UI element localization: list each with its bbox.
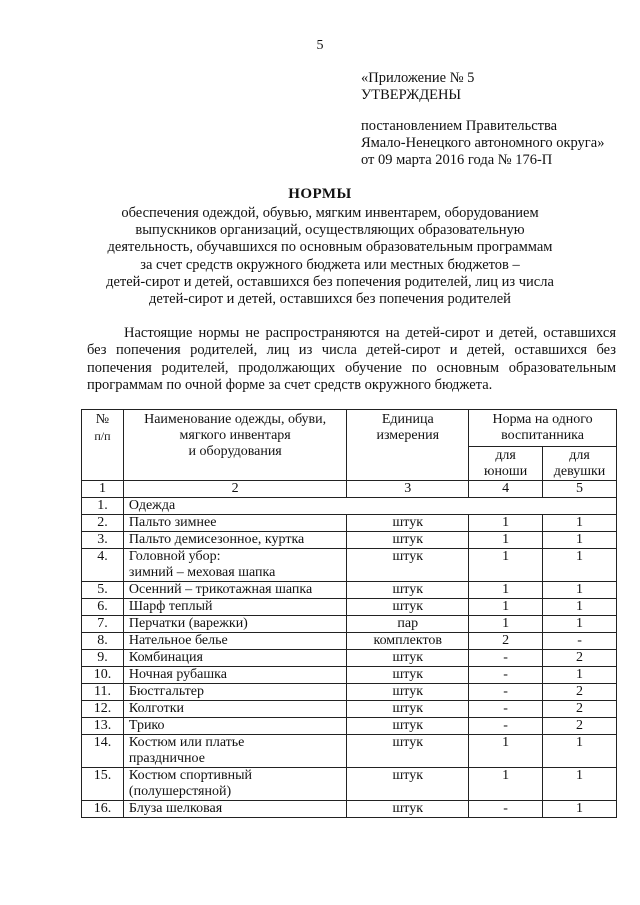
row-name-line: Ночная рубашка — [128, 667, 227, 682]
header-girls: для девушки — [543, 447, 617, 481]
table-row — [82, 718, 617, 735]
row-unit: штук — [347, 549, 469, 582]
row-unit: штук — [347, 582, 469, 599]
table-row — [82, 801, 617, 818]
row-name-line: Бюстгальтер — [128, 684, 205, 699]
row-name — [123, 599, 346, 616]
row-name-line: Трико — [128, 718, 165, 733]
row-unit: штук — [347, 515, 469, 532]
table-row — [82, 650, 617, 667]
subtitle-line: деятельность, обучавшихся по основным образовательным программам — [107, 239, 553, 256]
row-num: 14. — [82, 735, 124, 768]
table-header-row — [82, 410, 617, 447]
table-row — [82, 599, 617, 616]
row-name-line: Колготки — [128, 701, 184, 716]
row-boys: - — [469, 667, 543, 684]
row-boys: 2 — [469, 633, 543, 650]
row-num: 5. — [82, 582, 124, 599]
row-num: 11. — [82, 684, 124, 701]
row-name — [123, 498, 616, 515]
table-row — [82, 498, 617, 515]
row-name — [123, 667, 346, 684]
col-number: 2 — [123, 481, 346, 498]
table-row — [82, 515, 617, 532]
header-boys: для юноши — [469, 447, 543, 481]
header-num: № п/п — [82, 410, 124, 481]
row-boys: - — [469, 650, 543, 667]
row-girls: 1 — [543, 549, 617, 582]
col-number: 3 — [347, 481, 469, 498]
row-name-line: зимний – меховая шапка — [128, 565, 276, 580]
subtitle-line: выпускников организаций, осуществляющих образовательную — [135, 222, 525, 239]
row-unit: штук — [347, 599, 469, 616]
row-name — [123, 650, 346, 667]
row-name — [123, 549, 346, 582]
subtitle-line: детей-сирот и детей, оставшихся без попечения родителей — [149, 291, 511, 308]
row-name — [123, 582, 346, 599]
approval-line: Ямало-Ненецкого автономного округа» — [361, 135, 605, 151]
row-girls: - — [543, 633, 617, 650]
norms-table — [81, 409, 617, 818]
table-row — [82, 549, 617, 582]
row-boys: - — [469, 684, 543, 701]
row-unit: комплектов — [347, 633, 469, 650]
row-unit: штук — [347, 768, 469, 801]
row-name-line: Комбинация — [128, 650, 203, 665]
row-unit: штук — [347, 532, 469, 549]
row-num: 16. — [82, 801, 124, 818]
subtitle-line: обеспечения одеждой, обувью, мягким инвентарем, оборудованием — [121, 205, 539, 221]
row-girls: 1 — [543, 735, 617, 768]
row-girls: 1 — [543, 616, 617, 633]
row-girls: 1 — [543, 801, 617, 818]
page-number: 5 — [316, 38, 324, 53]
row-unit: штук — [347, 650, 469, 667]
row-name — [123, 735, 346, 768]
row-girls: 1 — [543, 532, 617, 549]
table-row — [82, 735, 617, 768]
intro-paragraph: Настоящие нормы не распространяются на детей-сирот и детей, оставшихся без попечения родителей, лиц из числа детей-сирот и детей, оставшихся без попечения родителей, продолжающих обучение по основным образовательным программам по очной форме за счет средств окружного бюджета. — [87, 325, 616, 393]
row-boys: - — [469, 718, 543, 735]
row-num: 1. — [82, 498, 124, 515]
row-girls: 2 — [543, 718, 617, 735]
table-row — [82, 582, 617, 599]
row-name — [123, 633, 346, 650]
row-boys: - — [469, 701, 543, 718]
approval-block — [361, 70, 604, 169]
row-num: 2. — [82, 515, 124, 532]
table-row — [82, 684, 617, 701]
document-subtitle — [70, 205, 590, 308]
row-boys: - — [469, 801, 543, 818]
row-girls: 2 — [543, 701, 617, 718]
row-name — [123, 701, 346, 718]
row-boys: 1 — [469, 515, 543, 532]
row-girls: 1 — [543, 599, 617, 616]
table-row — [82, 532, 617, 549]
row-name — [123, 801, 346, 818]
header-unit: Единица измерения — [347, 410, 469, 481]
row-boys: 1 — [469, 532, 543, 549]
row-girls: 1 — [543, 582, 617, 599]
row-name-line: Перчатки (варежки) — [128, 616, 248, 631]
table-row — [82, 633, 617, 650]
row-name — [123, 718, 346, 735]
col-number: 4 — [469, 481, 543, 498]
row-num: 6. — [82, 599, 124, 616]
row-name-line: Костюм спортивный — [128, 768, 253, 783]
row-num: 10. — [82, 667, 124, 684]
row-unit: пар — [347, 616, 469, 633]
row-name-line: Пальто демисезонное, куртка — [128, 532, 305, 547]
row-name-line: Головной убор: — [128, 549, 221, 564]
row-num: 4. — [82, 549, 124, 582]
row-unit: штук — [347, 701, 469, 718]
row-girls: 1 — [543, 515, 617, 532]
column-number-row — [82, 481, 617, 498]
subtitle-line: детей-сирот и детей, оставшихся без попечения родителей, лиц из числа — [106, 273, 554, 290]
row-name-line: Блуза шелковая — [128, 801, 223, 816]
row-num: 12. — [82, 701, 124, 718]
row-girls: 2 — [543, 684, 617, 701]
row-name — [123, 616, 346, 633]
row-boys: 1 — [469, 735, 543, 768]
table-row — [82, 616, 617, 633]
row-name-line: Пальто зимнее — [128, 515, 217, 530]
approval-line: постановлением Правительства — [361, 118, 558, 134]
header-name: Наименование одежды, обуви, мягкого инвентаря и оборудования — [123, 410, 346, 481]
row-num: 15. — [82, 768, 124, 801]
row-name-line: праздничное — [128, 751, 205, 766]
row-unit: штук — [347, 667, 469, 684]
row-boys: 1 — [469, 616, 543, 633]
row-num: 7. — [82, 616, 124, 633]
approval-line: «Приложение № 5 — [361, 70, 475, 86]
row-name — [123, 768, 346, 801]
row-name — [123, 515, 346, 532]
row-boys: 1 — [469, 768, 543, 801]
row-unit: штук — [347, 801, 469, 818]
subtitle-line: за счет средств окружного бюджета или местных бюджетов – — [140, 256, 520, 273]
row-name-line: Нательное белье — [128, 633, 228, 648]
document-title: НОРМЫ — [288, 186, 352, 202]
row-girls: 2 — [543, 650, 617, 667]
row-name-line: (полушерстяной) — [128, 784, 232, 799]
row-name-line: Шарф теплый — [128, 599, 213, 614]
row-girls: 1 — [543, 667, 617, 684]
row-unit: штук — [347, 735, 469, 768]
row-name-line: Одежда — [128, 498, 176, 513]
row-name-line: Осенний – трикотажная шапка — [128, 582, 313, 597]
row-boys: 1 — [469, 582, 543, 599]
row-unit: штук — [347, 718, 469, 735]
row-name-line: Костюм или платье — [128, 735, 245, 750]
row-boys: 1 — [469, 549, 543, 582]
row-num: 9. — [82, 650, 124, 667]
row-num: 8. — [82, 633, 124, 650]
table-row — [82, 768, 617, 801]
row-name — [123, 684, 346, 701]
row-name — [123, 532, 346, 549]
approval-line: от 09 марта 2016 года № 176-П — [361, 152, 553, 168]
row-num: 13. — [82, 718, 124, 735]
approval-line: УТВЕРЖДЕНЫ — [361, 87, 462, 103]
row-unit: штук — [347, 684, 469, 701]
row-girls: 1 — [543, 768, 617, 801]
table-row — [82, 667, 617, 684]
col-number: 5 — [543, 481, 617, 498]
col-number: 1 — [82, 481, 124, 498]
row-num: 3. — [82, 532, 124, 549]
row-boys: 1 — [469, 599, 543, 616]
table-row — [82, 701, 617, 718]
header-norm: Норма на одного воспитанника — [469, 410, 617, 447]
